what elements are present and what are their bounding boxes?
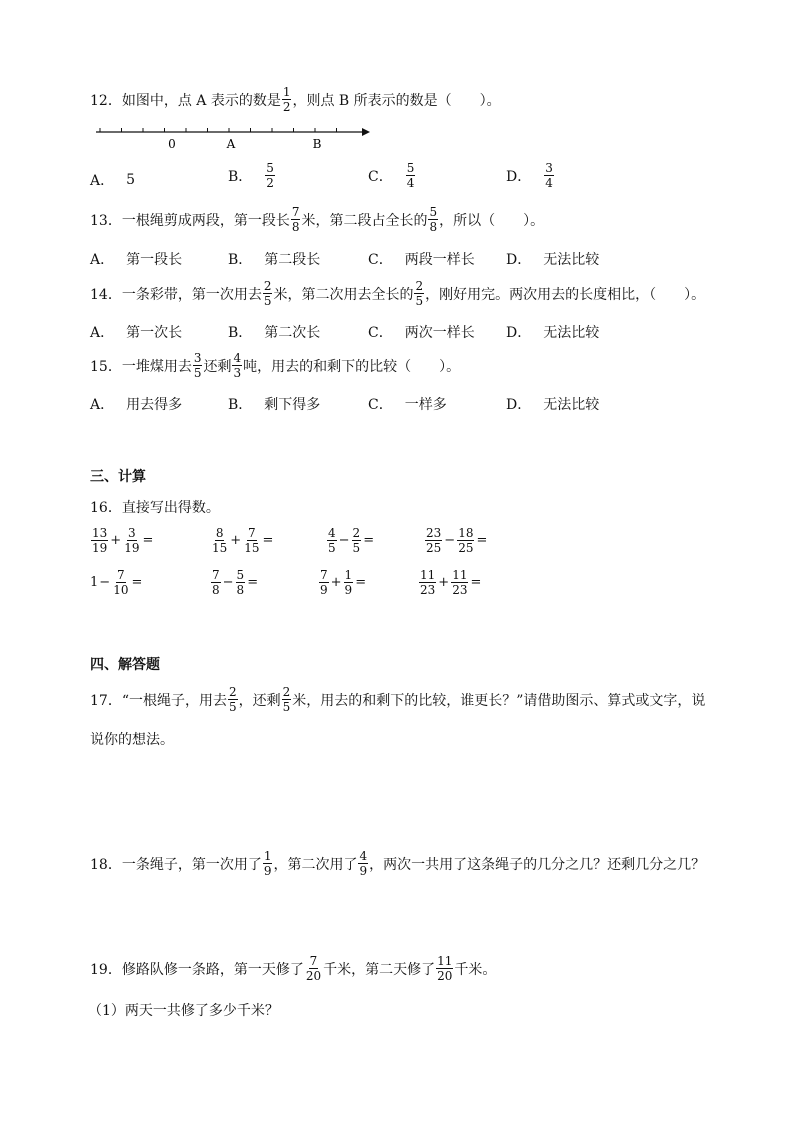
- question-text: 千米。: [454, 961, 497, 978]
- question-text: 14．一条彩带，第一次用去: [90, 286, 262, 303]
- option-a[interactable]: A． 5: [90, 172, 136, 189]
- question-17: [90, 686, 705, 713]
- fraction: $\frac{7}{8}$: [291, 205, 300, 234]
- fraction: $\frac{2}{5}$: [282, 685, 291, 714]
- calc-item: $\frac{11}{23}$ + $\frac{11}{23}$ =: [420, 568, 482, 597]
- question-text: ，则点 B 所表示的数是（ ）。: [292, 92, 501, 109]
- question-12: [90, 86, 501, 113]
- question-text: 17．“一根绳子，用去: [90, 692, 227, 709]
- calc-item: $\frac{7}{9}$ + $\frac{1}{9}$ =: [320, 568, 367, 597]
- question-text: 米，第二次用去全长的: [273, 286, 414, 303]
- question-text: 15．一堆煤用去: [90, 358, 192, 375]
- question-text: 米，第二段占全长的: [301, 212, 428, 229]
- question-text: ，两次一共用了这条绳子的几分之几？还剩几分之几？: [369, 856, 706, 873]
- calc-item: $\frac{13}{19}$ + $\frac{3}{19}$ =: [92, 526, 154, 555]
- fraction: $\frac{2}{5}$: [228, 685, 237, 714]
- question-text: ，所以（ ）。: [439, 212, 545, 229]
- label-point-a: A: [226, 137, 236, 151]
- number-line-figure: [94, 120, 384, 154]
- option-c[interactable]: C． 两次一样长: [368, 325, 475, 341]
- calc-item: $\frac{4}{5}$ − $\frac{2}{5}$ =: [328, 526, 375, 555]
- question-text: 还剩: [203, 358, 232, 375]
- question-19-part-1: （1）两天一共修了多少千米？: [88, 1003, 279, 1019]
- calc-item: $\frac{7}{8}$ − $\frac{5}{8}$ =: [212, 568, 259, 597]
- fraction: $\frac{1}{2}$: [282, 85, 291, 114]
- question-text: 12．如图中，点 A 表示的数是: [90, 92, 281, 109]
- question-text: 吨，用去的和剩下的比较（ ）。: [243, 358, 461, 375]
- label-zero: 0: [168, 137, 176, 151]
- options-q12: [90, 161, 650, 190]
- question-text: ，第二次用了: [273, 856, 358, 873]
- option-b[interactable]: B． 剩下得多: [228, 397, 321, 413]
- option-d[interactable]: D． $\frac{3}{4}$: [506, 161, 553, 190]
- arrow-head-icon: [362, 128, 370, 136]
- calc-item: $\frac{23}{25}$ − $\frac{18}{25}$ =: [426, 526, 488, 555]
- fraction: $\frac{3}{5}$: [193, 351, 202, 380]
- option-c[interactable]: C． $\frac{5}{4}$: [368, 161, 415, 190]
- question-17-line2: 说你的想法。: [90, 732, 174, 748]
- question-text: 米，用去的和剩下的比较，谁更长？”请借助图示、算式或文字，说: [292, 692, 706, 709]
- question-text: 13．一根绳剪成两段，第一段长: [90, 212, 290, 229]
- question-18: [90, 850, 705, 877]
- option-c[interactable]: C． 两段一样长: [368, 252, 475, 268]
- calc-item: $\frac{8}{15}$ + $\frac{7}{15}$ =: [212, 526, 274, 555]
- section-heading-calculation: 三、计算: [90, 469, 146, 485]
- option-d[interactable]: D． 无法比较: [506, 252, 600, 268]
- section-heading-word-problems: 四、解答题: [90, 657, 160, 673]
- question-14: [90, 280, 705, 307]
- option-b[interactable]: B． 第二段长: [228, 252, 321, 268]
- calc-item: 1 − $\frac{7}{10}$ =: [90, 568, 143, 597]
- fraction: $\frac{1}{9}$: [263, 849, 272, 878]
- options-q13: [90, 249, 650, 269]
- option-a[interactable]: A． 第一段长: [90, 252, 183, 268]
- option-b[interactable]: B． $\frac{5}{2}$: [228, 161, 274, 190]
- tick-marks: [100, 128, 337, 132]
- question-text: ，刚好用完。两次用去的长度相比，（ ）。: [425, 286, 706, 303]
- question-19: [90, 955, 496, 982]
- fraction: $\frac{2}{5}$: [415, 279, 424, 308]
- fraction: $\frac{11}{20}$: [437, 954, 453, 983]
- question-15: [90, 352, 460, 379]
- question-text: 千米，第二天修了: [323, 961, 436, 978]
- fraction: $\frac{4}{9}$: [359, 849, 368, 878]
- question-text: ，还剩: [238, 692, 281, 709]
- question-text: 19．修路队修一条路，第一天修了: [90, 961, 304, 978]
- option-b[interactable]: B． 第二次长: [228, 325, 321, 341]
- options-q14: [90, 322, 650, 342]
- fraction: $\frac{7}{20}$: [305, 954, 322, 983]
- option-d[interactable]: D． 无法比较: [506, 397, 600, 413]
- fraction: $\frac{2}{5}$: [263, 279, 272, 308]
- option-c[interactable]: C． 一样多: [368, 397, 447, 413]
- option-a[interactable]: A． 用去得多: [90, 397, 183, 413]
- fraction: $\frac{5}{8}$: [429, 205, 438, 234]
- fraction: $\frac{4}{3}$: [233, 351, 242, 380]
- option-a[interactable]: A． 第一次长: [90, 325, 183, 341]
- question-16: 16．直接写出得数。: [90, 500, 220, 516]
- label-point-b: B: [312, 137, 322, 151]
- question-13: [90, 206, 544, 233]
- options-q15: [90, 394, 650, 414]
- option-d[interactable]: D． 无法比较: [506, 325, 600, 341]
- question-text: 18．一条绳子，第一次用了: [90, 856, 262, 873]
